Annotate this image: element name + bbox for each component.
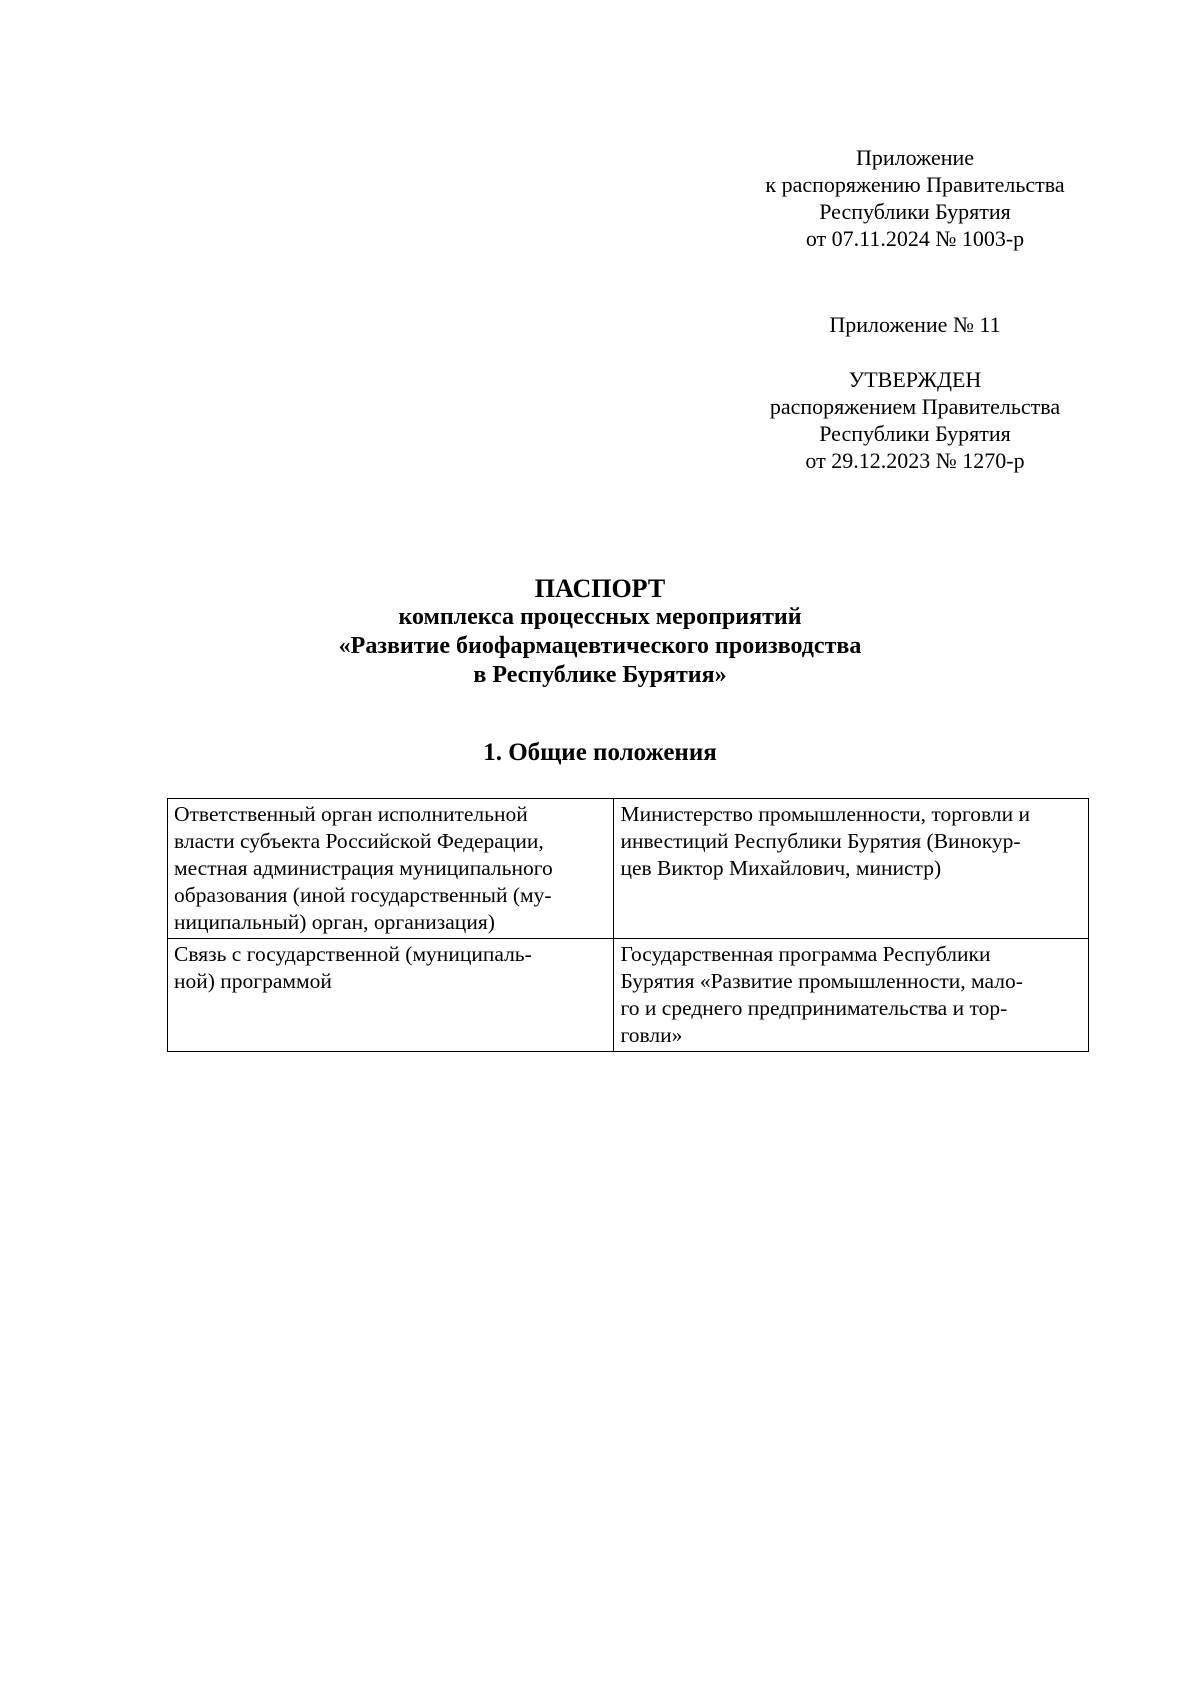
title-line: «Развитие биофармацевтического производства xyxy=(338,633,862,659)
title-line: в Республике Бурятия» xyxy=(473,662,727,688)
approval-line: УТВЕРЖДЕН xyxy=(848,367,982,392)
cell-line: ниципальный) орган, организация) xyxy=(174,910,495,934)
appendix-line: Республики Бурятия xyxy=(819,199,1011,224)
section-heading: 1. Общие положения xyxy=(483,739,717,766)
cell-line: местная администрация муниципального xyxy=(174,856,553,880)
approval-line: Республики Бурятия xyxy=(819,421,1011,446)
table-row xyxy=(168,799,1089,939)
cell-line: Связь с государственной (муниципаль- xyxy=(174,942,532,966)
cell-line: власти субъекта Российской Федерации, xyxy=(174,829,544,853)
table-cell-label xyxy=(168,939,614,1052)
table-cell-value xyxy=(614,939,1089,1052)
cell-line: Бурятия «Развитие промышленности, мало- xyxy=(620,969,1023,993)
cell-line: Государственная программа Республики xyxy=(620,942,991,966)
general-provisions-table xyxy=(167,798,1089,1052)
approval-line: распоряжением Правительства xyxy=(769,394,1061,419)
table-row xyxy=(168,939,1089,1052)
approval-stamp xyxy=(720,366,1110,474)
cell-line: Министерство промышленности, торговли и xyxy=(620,802,1031,826)
appendix-number xyxy=(720,311,1110,338)
approval-line: от 29.12.2023 № 1270-р xyxy=(805,448,1025,473)
document-title xyxy=(0,574,1200,690)
cell-line: Ответственный орган исполнительной xyxy=(174,802,528,826)
cell-line: образования (иной государственный (му- xyxy=(174,883,552,907)
appendix-line: от 07.11.2024 № 1003-р xyxy=(805,226,1025,251)
appendix-number-text: Приложение № 11 xyxy=(829,312,1001,337)
appendix-line: к распоряжению Правительства xyxy=(765,172,1065,197)
cell-line: говли» xyxy=(620,1023,683,1047)
appendix-reference xyxy=(720,144,1110,252)
cell-line: го и среднего предпринимательства и тор- xyxy=(620,996,1008,1020)
title-main: ПАСПОРТ xyxy=(534,574,666,603)
cell-line: инвестиций Республики Бурятия (Винокур- xyxy=(620,829,1021,853)
title-line: комплекса процессных мероприятий xyxy=(398,604,802,630)
appendix-line: Приложение xyxy=(855,145,975,170)
table-cell-value xyxy=(614,799,1089,939)
table-cell-label xyxy=(168,799,614,939)
cell-line: цев Виктор Михайлович, министр) xyxy=(620,856,942,880)
cell-line: ной) программой xyxy=(174,969,332,993)
